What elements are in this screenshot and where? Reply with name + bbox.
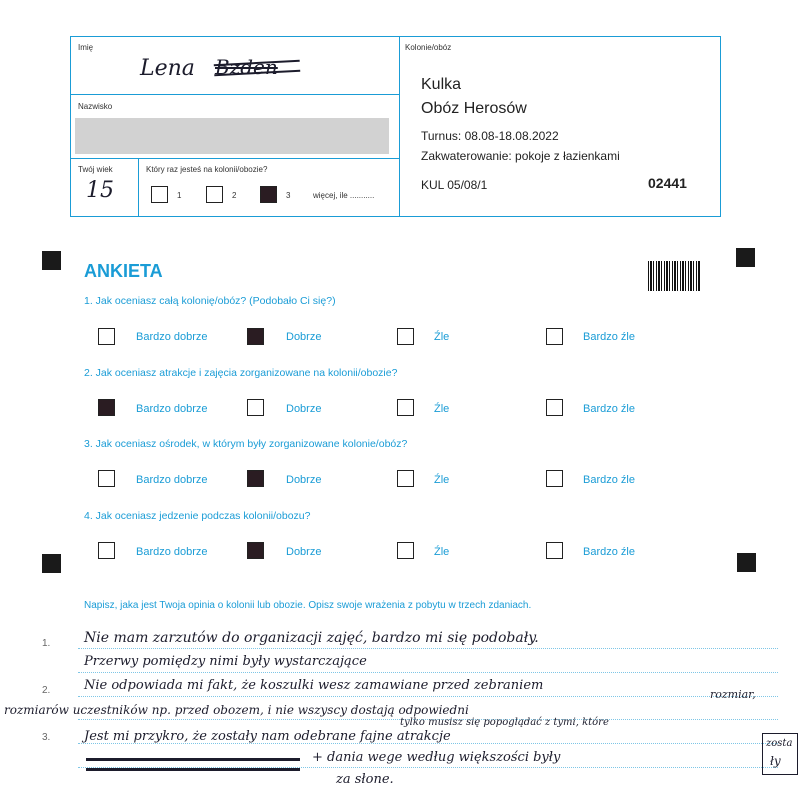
corner-marker-top-left bbox=[42, 251, 61, 270]
ktory-raz-3-checkbox[interactable] bbox=[260, 186, 277, 203]
answer-3-line-1: Jest mi przykro, że zostały nam odebrane fajne atrakcje bbox=[84, 729, 451, 744]
q3-option-bardzo-dobrze-label: Bardzo dobrze bbox=[136, 474, 208, 486]
answer-2-line-1: Nie odpowiada mi fakt, że koszulki wesz zamawiane przed zebraniem bbox=[84, 678, 544, 693]
writing-line bbox=[78, 696, 778, 697]
answer-1-line-1: Nie mam zarzutów do organizacji zajęć, bardzo mi się podobały. bbox=[84, 630, 539, 646]
ktory-raz-1-label: 1 bbox=[177, 191, 182, 200]
q1-option-bardzo-dobrze-checkbox[interactable] bbox=[98, 328, 115, 345]
q3-option-bardzo-dobrze-checkbox[interactable] bbox=[98, 470, 115, 487]
ktory-raz-more-label: więcej, ile ........... bbox=[313, 191, 375, 200]
q4-option-dobrze-checkbox[interactable] bbox=[247, 542, 264, 559]
answer-2-above-note: rozmiar, bbox=[710, 688, 756, 701]
question-4-text: 4. Jak oceniasz jedzenie podczas kolonii/obozu? bbox=[84, 510, 311, 522]
q1-option-zle-checkbox[interactable] bbox=[397, 328, 414, 345]
corner-marker-bottom-right bbox=[737, 553, 756, 572]
answer-3-side-note-2: ły bbox=[770, 754, 781, 768]
zakwaterowanie-text: Zakwaterowanie: pokoje z łazienkami bbox=[421, 149, 620, 163]
q3-option-zle-checkbox[interactable] bbox=[397, 470, 414, 487]
barcode bbox=[648, 261, 700, 291]
q4-option-bardzo-dobrze-label: Bardzo dobrze bbox=[136, 546, 208, 558]
q2-option-bardzo-zle-checkbox[interactable] bbox=[546, 399, 563, 416]
ktory-raz-2-label: 2 bbox=[232, 191, 237, 200]
answer-3-above-note: tylko musisz się popoglądać z tymi, które bbox=[400, 717, 609, 728]
q1-option-zle-label: Źle bbox=[434, 331, 450, 343]
q3-option-bardzo-zle-label: Bardzo źle bbox=[583, 474, 635, 486]
ktory-raz-3-label: 3 bbox=[286, 191, 291, 200]
answer-3-line-2: + dania wege według większości były bbox=[312, 750, 561, 765]
q2-option-zle-checkbox[interactable] bbox=[397, 399, 414, 416]
writing-line bbox=[78, 672, 778, 673]
camp-title: Obóz Herosów bbox=[421, 100, 527, 117]
q4-option-bardzo-zle-label: Bardzo źle bbox=[583, 546, 635, 558]
q4-option-bardzo-zle-checkbox[interactable] bbox=[546, 542, 563, 559]
answer-3-side-note: zosta bbox=[766, 738, 793, 749]
question-2-text: 2. Jak oceniasz atrakcje i zajęcia zorganizowane na kolonii/obozie? bbox=[84, 367, 398, 379]
writing-line bbox=[78, 648, 778, 649]
q3-option-zle-label: Źle bbox=[434, 474, 450, 486]
ktory-raz-label: Który raz jesteś na kolonii/obozie? bbox=[146, 165, 268, 174]
q3-option-dobrze-label: Dobrze bbox=[286, 474, 322, 486]
imie-label: Imię bbox=[78, 43, 94, 52]
q2-option-zle-label: Źle bbox=[434, 403, 450, 415]
q4-option-dobrze-label: Dobrze bbox=[286, 546, 322, 558]
ktory-raz-2-checkbox[interactable] bbox=[206, 186, 223, 203]
answer-2-number: 2. bbox=[42, 685, 51, 696]
q2-option-bardzo-dobrze-label: Bardzo dobrze bbox=[136, 403, 208, 415]
answer-1-number: 1. bbox=[42, 638, 51, 649]
opinion-prompt: Napisz, jaka jest Twoja opinia o kolonii lub obozie. Opisz swoje wrażenia z pobytu w trzech zdaniach. bbox=[84, 600, 532, 611]
q2-option-bardzo-zle-label: Bardzo źle bbox=[583, 403, 635, 415]
q4-option-zle-label: Źle bbox=[434, 546, 450, 558]
answer-2-line-2: rozmiarów uczestników np. przed obozem, i nie wszyscy dostają odpowiedni bbox=[4, 703, 469, 717]
q3-option-dobrze-checkbox[interactable] bbox=[247, 470, 264, 487]
answer-1-line-2: Przerwy pomiędzy nimi były wystarczające bbox=[84, 654, 367, 669]
answer-3-scribble bbox=[86, 758, 300, 771]
q1-option-bardzo-zle-label: Bardzo źle bbox=[583, 331, 635, 343]
q1-option-bardzo-dobrze-label: Bardzo dobrze bbox=[136, 331, 208, 343]
q1-option-bardzo-zle-checkbox[interactable] bbox=[546, 328, 563, 345]
kolonie-label: Kolonie/obóz bbox=[405, 43, 452, 52]
question-3-text: 3. Jak oceniasz ośrodek, w którym były zorganizowane kolonie/obóz? bbox=[84, 438, 408, 450]
q2-option-dobrze-label: Dobrze bbox=[286, 403, 322, 415]
q2-option-dobrze-checkbox[interactable] bbox=[247, 399, 264, 416]
ktory-raz-1-checkbox[interactable] bbox=[151, 186, 168, 203]
q1-option-dobrze-checkbox[interactable] bbox=[247, 328, 264, 345]
q2-option-bardzo-dobrze-checkbox[interactable] bbox=[98, 399, 115, 416]
imie-value: Lena bbox=[140, 56, 195, 81]
nazwisko-label: Nazwisko bbox=[78, 102, 113, 111]
q3-option-bardzo-zle-checkbox[interactable] bbox=[546, 470, 563, 487]
answer-3-number: 3. bbox=[42, 732, 51, 743]
survey-title: ANKIETA bbox=[84, 261, 163, 281]
q4-option-zle-checkbox[interactable] bbox=[397, 542, 414, 559]
q1-option-dobrze-label: Dobrze bbox=[286, 331, 322, 343]
camp-name: Kulka bbox=[421, 76, 462, 93]
turnus-text: Turnus: 08.08-18.08.2022 bbox=[421, 129, 559, 143]
imie-crossed-value: Bzden bbox=[215, 55, 278, 79]
wiek-label: Twój wiek bbox=[78, 165, 113, 174]
answer-3-line-3: za słone. bbox=[336, 772, 394, 787]
wiek-value: 15 bbox=[86, 178, 114, 203]
question-1-text: 1. Jak oceniasz całą kolonię/obóz? (Podobało Ci się?) bbox=[84, 295, 336, 307]
corner-marker-bottom-left bbox=[42, 554, 61, 573]
q4-option-bardzo-dobrze-checkbox[interactable] bbox=[98, 542, 115, 559]
nazwisko-redaction bbox=[75, 118, 389, 154]
camp-code: KUL 05/08/1 bbox=[421, 178, 488, 192]
corner-marker-top-right bbox=[736, 248, 755, 267]
form-number: 02441 bbox=[648, 175, 687, 191]
